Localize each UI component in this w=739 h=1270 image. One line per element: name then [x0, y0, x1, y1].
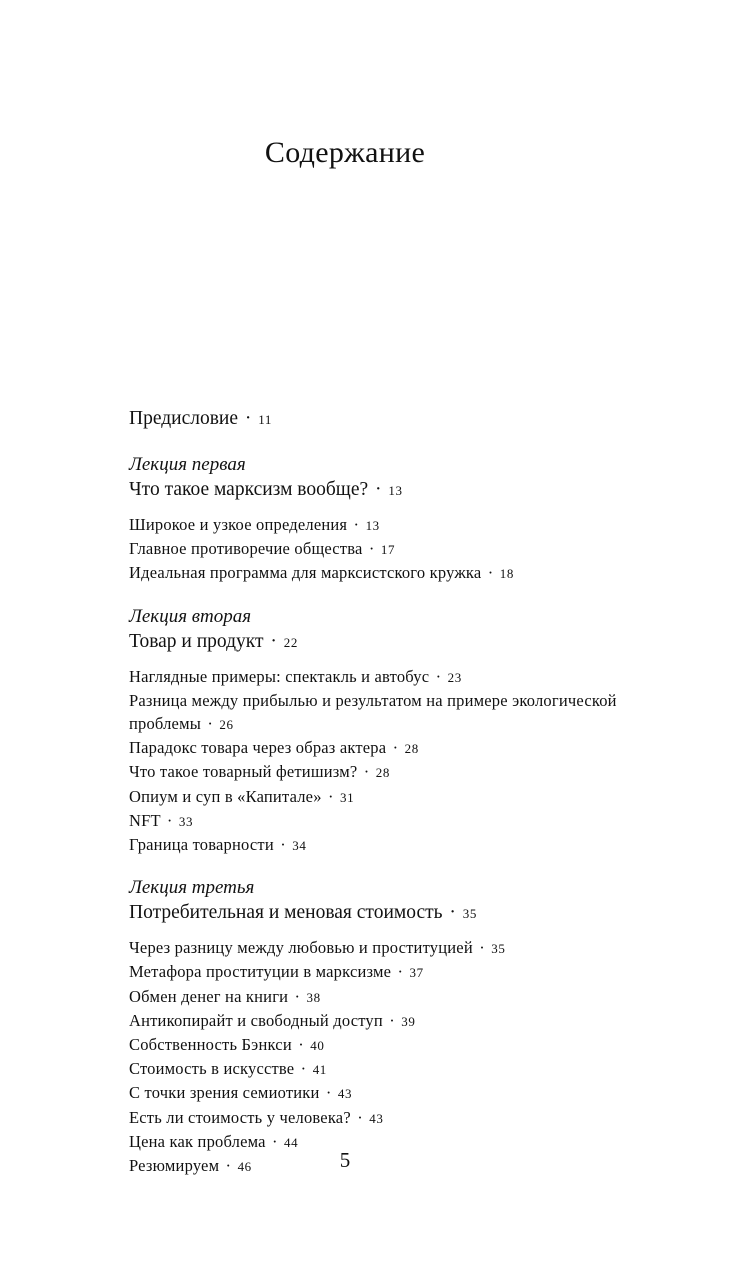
separator: · — [397, 962, 404, 982]
separator: · — [294, 986, 301, 1006]
separator: · — [207, 714, 214, 734]
lecture-label: Лекция вторая — [129, 605, 252, 627]
lecture-block-2 — [129, 605, 689, 858]
page-reference: 11 — [258, 412, 272, 427]
page-reference: 18 — [499, 566, 514, 582]
toc-entry-section[interactable] — [129, 689, 689, 736]
entry-label: С точки зрения семиотики — [129, 1083, 320, 1103]
table-of-contents — [129, 405, 689, 1178]
lecture-label: Лекция третья — [129, 877, 255, 899]
page-reference: 13 — [388, 483, 403, 498]
separator: · — [479, 938, 485, 958]
separator: · — [300, 1059, 307, 1079]
entry-label: Цена как проблема — [129, 1131, 266, 1151]
page-reference: 26 — [219, 717, 234, 733]
entry-label: Опиум и суп в «Капитале» — [129, 786, 322, 806]
page-reference: 23 — [447, 669, 462, 685]
entry-label: Предисловие — [129, 408, 239, 429]
page-reference: 13 — [365, 518, 380, 533]
separator: · — [325, 1083, 332, 1103]
toc-entry-lecture-title[interactable] — [129, 477, 689, 504]
toc-entry-section[interactable] — [129, 833, 689, 857]
entry-label: Есть ли стоимость у человека? — [129, 1107, 351, 1127]
entry-label: Через разницу между любовью и проституцией — [129, 938, 473, 958]
toc-entry-section[interactable] — [129, 736, 689, 760]
section-list — [129, 513, 689, 586]
separator: · — [435, 666, 442, 686]
section-list — [129, 665, 689, 858]
toc-entry-section[interactable] — [129, 665, 689, 689]
separator: · — [327, 786, 334, 806]
entry-label: Граница товарности — [129, 835, 274, 855]
separator: · — [487, 563, 494, 583]
entry-label: NFT — [129, 810, 161, 830]
toc-entry-lecture-title[interactable] — [129, 900, 689, 927]
toc-entry-section[interactable] — [129, 1081, 689, 1105]
separator: · — [270, 630, 277, 652]
toc-entry-section[interactable] — [129, 936, 689, 960]
entry-label: Собственность Бэнкси — [129, 1035, 292, 1055]
page-number: 5 — [339, 1148, 351, 1172]
entry-label: Разница между прибылью и результатом на примере экологической проблемы — [129, 690, 617, 734]
page-title: Содержание — [264, 136, 426, 169]
toc-entry-section[interactable] — [129, 960, 689, 984]
separator: · — [272, 1131, 278, 1151]
separator: · — [353, 515, 360, 534]
separator: · — [375, 479, 382, 500]
separator: · — [368, 539, 375, 559]
toc-entry-section[interactable] — [129, 985, 689, 1009]
toc-entry-section[interactable] — [129, 1106, 689, 1130]
entry-label: Что такое марксизм вообще? — [129, 479, 369, 500]
page-reference: 28 — [404, 741, 419, 757]
page-reference: 40 — [310, 1038, 325, 1054]
separator: · — [449, 902, 456, 924]
entry-label: Идеальная программа для марксистского кружка — [129, 563, 482, 583]
page-reference: 22 — [283, 634, 298, 650]
separator: · — [280, 835, 286, 855]
page-reference: 28 — [375, 765, 390, 781]
page-reference: 31 — [340, 789, 355, 805]
toc-entry-section[interactable] — [129, 1033, 689, 1057]
toc-entry-section[interactable] — [129, 537, 689, 561]
separator: · — [357, 1107, 363, 1127]
entry-label: Стоимость в искусстве — [129, 1059, 295, 1079]
separator: · — [166, 810, 173, 830]
page-reference: 39 — [401, 1013, 416, 1029]
page-reference: 44 — [284, 1134, 299, 1150]
page-reference: 43 — [369, 1110, 384, 1126]
toc-entry-section[interactable] — [129, 561, 689, 585]
page-reference: 38 — [306, 989, 321, 1005]
lecture-label: Лекция первая — [129, 454, 246, 475]
separator: · — [225, 1156, 232, 1176]
entry-label: Антикопирайт и свободный доступ — [129, 1010, 383, 1030]
entry-label: Что такое товарный фетишизм? — [129, 762, 358, 782]
separator: · — [392, 738, 399, 758]
page-reference: 37 — [409, 965, 424, 981]
page-reference: 43 — [337, 1086, 353, 1102]
page-reference: 41 — [312, 1062, 327, 1078]
toc-entry-section[interactable] — [129, 785, 689, 809]
entry-label: Товар и продукт — [129, 630, 264, 652]
page-reference: 34 — [292, 838, 307, 854]
lecture-block-1 — [129, 453, 689, 586]
separator: · — [389, 1010, 395, 1030]
page-reference: 35 — [491, 941, 506, 957]
page-reference: 46 — [237, 1159, 252, 1175]
entry-label: Наглядные примеры: спектакль и автобус — [129, 666, 430, 686]
entry-label: Метафора проституции в марксизме — [129, 962, 392, 982]
toc-entry-section[interactable] — [129, 513, 689, 537]
entry-label: Резюмируем — [129, 1156, 220, 1176]
toc-entry-preface[interactable] — [129, 405, 689, 434]
lecture-block-3 — [129, 876, 689, 1178]
entry-label: Обмен денег на книги — [129, 986, 289, 1006]
separator: · — [244, 408, 252, 429]
entry-label: Парадокс товара через образ актера — [129, 738, 387, 758]
entry-label: Потребительная и меновая стоимость — [129, 902, 443, 924]
page-reference: 35 — [462, 906, 477, 922]
toc-entry-section[interactable] — [129, 1057, 689, 1081]
separator: · — [363, 762, 370, 782]
toc-entry-section[interactable] — [129, 760, 689, 784]
toc-entry-section[interactable] — [129, 809, 689, 833]
separator: · — [298, 1035, 304, 1055]
toc-entry-lecture-title[interactable] — [129, 629, 689, 656]
entry-label: Широкое и узкое определения — [129, 515, 348, 534]
page-reference: 33 — [178, 813, 194, 829]
page-reference: 17 — [380, 542, 396, 558]
entry-label: Главное противоречие общества — [129, 539, 363, 559]
toc-entry-section[interactable] — [129, 1009, 689, 1033]
section-list — [129, 936, 689, 1178]
